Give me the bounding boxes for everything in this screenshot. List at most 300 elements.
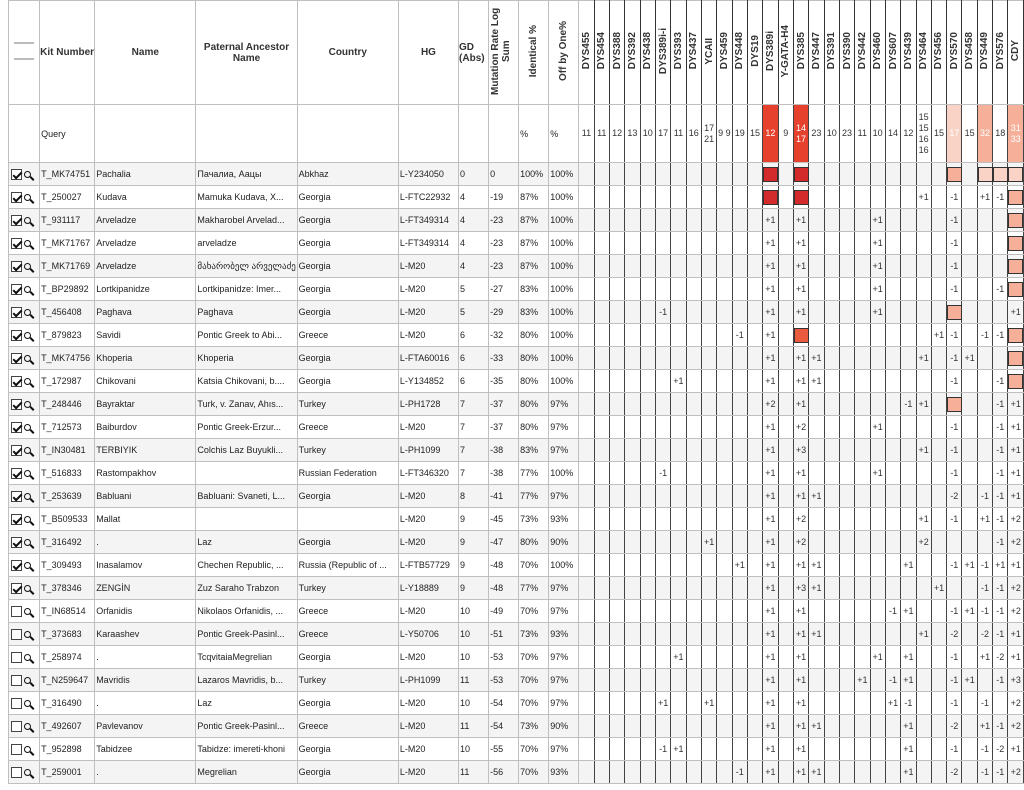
magnifier-icon[interactable]: [24, 539, 31, 546]
table-row[interactable]: [9, 485, 1024, 508]
marker-diff: [671, 347, 686, 370]
marker-header-dys576[interactable]: [993, 1, 1008, 105]
marker-diff: [732, 347, 747, 370]
magnifier-icon[interactable]: [24, 263, 31, 270]
marker-diff: +1: [916, 186, 931, 209]
query-off: %: [549, 105, 579, 163]
off-by-one-percent: 97%: [549, 692, 579, 715]
marker-diff: [732, 600, 747, 623]
marker-diff: [778, 186, 793, 209]
marker-header-dys455[interactable]: [579, 1, 594, 105]
marker-diff: [609, 255, 624, 278]
kit-number[interactable]: T_MK74756: [40, 347, 95, 370]
row-checkbox[interactable]: [11, 721, 22, 732]
marker-diff: [579, 600, 594, 623]
kit-number[interactable]: T_879823: [40, 324, 95, 347]
magnifier-icon[interactable]: [24, 677, 31, 684]
magnifier-icon[interactable]: [24, 654, 31, 661]
marker-header-dys393[interactable]: [671, 1, 686, 105]
marker-diff: +1: [763, 554, 778, 577]
marker-diff: [809, 186, 824, 209]
mutation-rate-header[interactable]: [489, 1, 519, 105]
marker-diff: [747, 278, 762, 301]
row-checkbox[interactable]: [11, 376, 22, 387]
identical-percent: 70%: [519, 554, 549, 577]
marker-diff: -1: [977, 324, 992, 347]
marker-label: DYS393: [672, 32, 684, 70]
identical-header[interactable]: [519, 1, 549, 105]
marker-diff: [824, 485, 839, 508]
query-marker-value: 11: [671, 105, 686, 163]
magnifier-icon[interactable]: [24, 401, 31, 408]
magnifier-icon[interactable]: [24, 309, 31, 316]
marker-header-dys438[interactable]: [640, 1, 655, 105]
row-checkbox[interactable]: [11, 606, 22, 617]
row-checkbox[interactable]: [11, 491, 22, 502]
table-row[interactable]: [9, 669, 1024, 692]
table-row[interactable]: [9, 577, 1024, 600]
marker-header-dys570[interactable]: [947, 1, 962, 105]
marker-diff: [717, 531, 732, 554]
marker-diff: [640, 554, 655, 577]
kit-number[interactable]: T_MK71769: [40, 255, 95, 278]
country: Greece: [297, 416, 398, 439]
row-checkbox[interactable]: [11, 422, 22, 433]
table-row[interactable]: [9, 600, 1024, 623]
table-row[interactable]: [9, 508, 1024, 531]
marker-header-dys447[interactable]: [809, 1, 824, 105]
row-checkbox[interactable]: [11, 767, 22, 778]
ancestor-header[interactable]: Paternal Ancestor Name: [196, 1, 297, 105]
table-row[interactable]: [9, 715, 1024, 738]
marker-diff: [809, 646, 824, 669]
highlight-box: [1008, 190, 1023, 205]
table-row[interactable]: [9, 646, 1024, 669]
marker-diff: [747, 370, 762, 393]
marker-diff: [609, 669, 624, 692]
marker-label: DYS392: [626, 32, 638, 70]
marker-header-dys439[interactable]: [901, 1, 916, 105]
kit-number[interactable]: T_378346: [40, 577, 95, 600]
marker-diff: -1: [947, 186, 962, 209]
member-name: ZENGİN: [95, 577, 196, 600]
magnifier-icon[interactable]: [24, 286, 31, 293]
marker-header-dys19[interactable]: [747, 1, 762, 105]
marker-header-dys392[interactable]: [625, 1, 640, 105]
row-checkbox[interactable]: [11, 307, 22, 318]
genetic-distance: 0: [459, 163, 489, 186]
table-row[interactable]: [9, 370, 1024, 393]
kit-number[interactable]: T_373683: [40, 623, 95, 646]
marker-diff: [625, 554, 640, 577]
marker-diff: [778, 347, 793, 370]
marker-diff: [747, 255, 762, 278]
member-name: .: [95, 646, 196, 669]
marker-header-cdy[interactable]: [1008, 1, 1024, 105]
magnifier-icon[interactable]: [24, 700, 31, 707]
marker-diff: [686, 738, 701, 761]
query-marker-value: 15: [747, 105, 762, 163]
table-row[interactable]: [9, 255, 1024, 278]
marker-label: DYS388: [611, 32, 623, 70]
marker-diff: [625, 347, 640, 370]
kit-number[interactable]: T_B509533: [40, 508, 95, 531]
marker-diff: -1: [947, 255, 962, 278]
marker-diff: +1: [1008, 554, 1024, 577]
marker-diff: -1: [885, 669, 900, 692]
marker-diff: [747, 439, 762, 462]
row-checkbox[interactable]: [11, 629, 22, 640]
kit-number-header[interactable]: Kit Number: [40, 1, 95, 105]
query-marker-value: 15 15 16 16: [916, 105, 931, 163]
select-all-header[interactable]: [9, 1, 40, 105]
marker-label: DYS391: [826, 32, 838, 70]
marker-diff: +1: [763, 531, 778, 554]
marker-diff: [885, 485, 900, 508]
marker-diff: [686, 209, 701, 232]
identical-percent: 77%: [519, 462, 549, 485]
row-checkbox[interactable]: [11, 399, 22, 410]
marker-diff: [778, 600, 793, 623]
row-checkbox[interactable]: [11, 560, 22, 571]
marker-diff: [686, 232, 701, 255]
marker-diff: [701, 186, 716, 209]
marker-diff: +1: [793, 646, 808, 669]
row-checkbox[interactable]: [11, 537, 22, 548]
table-row[interactable]: [9, 278, 1024, 301]
kit-number[interactable]: T_316492: [40, 531, 95, 554]
magnifier-icon[interactable]: [24, 194, 31, 201]
marker-diff: [870, 600, 885, 623]
magnifier-icon[interactable]: [24, 562, 31, 569]
row-checkbox[interactable]: [11, 468, 22, 479]
magnifier-icon[interactable]: [24, 355, 31, 362]
row-checkbox[interactable]: [11, 652, 22, 663]
marker-header-dys442[interactable]: [855, 1, 870, 105]
row-checkbox[interactable]: [11, 330, 22, 341]
marker-header-dys389i-i[interactable]: [655, 1, 670, 105]
row-checkbox[interactable]: [11, 514, 22, 525]
row-checkbox[interactable]: [11, 353, 22, 364]
magnifier-icon[interactable]: [24, 217, 31, 224]
marker-label: DYS464: [918, 32, 930, 70]
haplogroup: L-M20: [398, 324, 458, 347]
table-row[interactable]: [9, 761, 1024, 784]
highlight-box: [794, 190, 809, 205]
marker-diff: [977, 209, 992, 232]
marker-diff: [732, 623, 747, 646]
country-header[interactable]: Country: [297, 1, 398, 105]
identical-percent: 77%: [519, 485, 549, 508]
marker-diff: [947, 301, 962, 324]
paternal-ancestor: Turk, v. Zanav, Ahıs...: [196, 393, 297, 416]
name-header[interactable]: Name: [95, 1, 196, 105]
query-marker-value: 32: [977, 105, 992, 163]
kit-number[interactable]: T_253639: [40, 485, 95, 508]
kit-number[interactable]: T_712573: [40, 416, 95, 439]
marker-diff: [640, 692, 655, 715]
magnifier-icon[interactable]: [24, 746, 31, 753]
mutation-log-sum: -41: [489, 485, 519, 508]
marker-header-dys459[interactable]: [717, 1, 732, 105]
magnifier-icon[interactable]: [24, 723, 31, 730]
marker-diff: +1: [916, 347, 931, 370]
row-select-cell: [9, 163, 40, 186]
marker-header-dys464[interactable]: [916, 1, 931, 105]
query-marker-value: 14: [885, 105, 900, 163]
marker-diff: [594, 761, 609, 784]
magnifier-icon[interactable]: [24, 240, 31, 247]
marker-diff: [962, 393, 977, 416]
marker-diff: [901, 439, 916, 462]
kit-number[interactable]: T_952898: [40, 738, 95, 761]
marker-diff: [916, 600, 931, 623]
marker-diff: [839, 715, 854, 738]
marker-header-ycaii[interactable]: [701, 1, 716, 105]
marker-header-dys454[interactable]: [594, 1, 609, 105]
kit-number[interactable]: T_IN68514: [40, 600, 95, 623]
table-row[interactable]: [9, 347, 1024, 370]
marker-label: DYS447: [810, 32, 822, 70]
marker-diff: [609, 485, 624, 508]
marker-diff: +1: [901, 600, 916, 623]
table-row[interactable]: [9, 692, 1024, 715]
magnifier-icon[interactable]: [24, 332, 31, 339]
table-row[interactable]: [9, 393, 1024, 416]
table-row[interactable]: [9, 301, 1024, 324]
identical-percent: 70%: [519, 646, 549, 669]
magnifier-icon[interactable]: [24, 608, 31, 615]
magnifier-icon[interactable]: [24, 424, 31, 431]
row-checkbox[interactable]: [11, 675, 22, 686]
marker-diff: [717, 577, 732, 600]
kit-number[interactable]: T_492607: [40, 715, 95, 738]
off-by-one-percent: 100%: [549, 324, 579, 347]
row-checkbox[interactable]: [11, 445, 22, 456]
mutation-log-sum: -54: [489, 692, 519, 715]
genetic-distance: 9: [459, 531, 489, 554]
marker-diff: [594, 324, 609, 347]
genetic-distance: 8: [459, 485, 489, 508]
marker-diff: [809, 278, 824, 301]
marker-diff: [686, 416, 701, 439]
marker-diff: +2: [1008, 508, 1024, 531]
row-checkbox[interactable]: [11, 284, 22, 295]
marker-diff: [625, 186, 640, 209]
marker-diff: [855, 600, 870, 623]
kit-number[interactable]: T_259001: [40, 761, 95, 784]
marker-header-y-gata-h4[interactable]: [778, 1, 793, 105]
mutation-rate-label: Mutation Rate Log Sum: [489, 7, 512, 95]
country: Georgia: [297, 738, 398, 761]
kit-number[interactable]: T_248446: [40, 393, 95, 416]
haplogroup: L-M20: [398, 301, 458, 324]
marker-header-dys437[interactable]: [686, 1, 701, 105]
table-row[interactable]: [9, 324, 1024, 347]
marker-diff: [594, 531, 609, 554]
marker-diff: [671, 485, 686, 508]
marker-header-dys449[interactable]: [977, 1, 992, 105]
row-select-cell: [9, 232, 40, 255]
kit-number[interactable]: T_456408: [40, 301, 95, 324]
marker-diff: [839, 577, 854, 600]
marker-diff: [671, 462, 686, 485]
paternal-ancestor: მახარობელ არველაძე: [196, 255, 297, 278]
mutation-log-sum: 0: [489, 163, 519, 186]
haplogroup: L-M20: [398, 278, 458, 301]
marker-label: DYS449: [979, 32, 991, 70]
marker-diff: [885, 347, 900, 370]
hg-header[interactable]: HG: [398, 1, 458, 105]
table-row[interactable]: [9, 232, 1024, 255]
magnifier-icon[interactable]: [24, 585, 31, 592]
kit-number[interactable]: T_MK71767: [40, 232, 95, 255]
table-row[interactable]: [9, 623, 1024, 646]
off-by-one-header[interactable]: [549, 1, 579, 105]
paternal-ancestor: Makharobel Arvelad...: [196, 209, 297, 232]
marker-diff: [824, 554, 839, 577]
kit-number[interactable]: T_250027: [40, 186, 95, 209]
marker-diff: [747, 646, 762, 669]
table-row[interactable]: [9, 186, 1024, 209]
marker-diff: [931, 186, 946, 209]
off-by-one-percent: 90%: [549, 531, 579, 554]
marker-header-dys385[interactable]: [793, 1, 808, 105]
marker-diff: -2: [993, 646, 1008, 669]
kit-number[interactable]: T_172987: [40, 370, 95, 393]
marker-diff: +1: [962, 669, 977, 692]
marker-diff: [778, 416, 793, 439]
marker-diff: [809, 669, 824, 692]
table-row[interactable]: [9, 209, 1024, 232]
identical-percent: 80%: [519, 416, 549, 439]
marker-diff: [870, 347, 885, 370]
row-checkbox[interactable]: [11, 238, 22, 249]
marker-header-dys607[interactable]: [885, 1, 900, 105]
row-checkbox[interactable]: [11, 583, 22, 594]
marker-diff: +3: [793, 439, 808, 462]
member-name: Bayraktar: [95, 393, 196, 416]
marker-diff: +1: [870, 255, 885, 278]
gd-header[interactable]: GD (Abs): [459, 1, 489, 105]
query-name-cell: [95, 105, 196, 163]
haplogroup: L-PH1099: [398, 669, 458, 692]
row-checkbox[interactable]: [11, 698, 22, 709]
marker-diff: [839, 623, 854, 646]
table-row[interactable]: [9, 416, 1024, 439]
marker-header-dys448[interactable]: [732, 1, 747, 105]
identical-percent: 87%: [519, 186, 549, 209]
kit-number[interactable]: T_931117: [40, 209, 95, 232]
marker-header-dys456[interactable]: [931, 1, 946, 105]
query-marker-value: 9: [778, 105, 793, 163]
magnifier-icon[interactable]: [24, 447, 31, 454]
marker-header-dys389i[interactable]: [763, 1, 778, 105]
table-row[interactable]: [9, 439, 1024, 462]
marker-diff: [579, 692, 594, 715]
query-row: [9, 105, 1024, 163]
marker-diff: [609, 738, 624, 761]
marker-diff: [686, 301, 701, 324]
marker-diff: [747, 232, 762, 255]
marker-header-dys458[interactable]: [962, 1, 977, 105]
magnifier-icon[interactable]: [24, 470, 31, 477]
kit-number[interactable]: T_MK74751: [40, 163, 95, 186]
row-checkbox[interactable]: [11, 169, 22, 180]
country: Georgia: [297, 301, 398, 324]
marker-header-dys391[interactable]: [824, 1, 839, 105]
off-by-one-percent: 97%: [549, 600, 579, 623]
marker-diff: [839, 738, 854, 761]
magnifier-icon[interactable]: [24, 493, 31, 500]
marker-diff: +1: [1008, 301, 1024, 324]
magnifier-icon[interactable]: [24, 769, 31, 776]
magnifier-icon[interactable]: [24, 516, 31, 523]
magnifier-icon[interactable]: [24, 171, 31, 178]
row-checkbox[interactable]: [11, 744, 22, 755]
kit-number[interactable]: T_N259647: [40, 669, 95, 692]
kit-number[interactable]: T_BP29892: [40, 278, 95, 301]
marker-diff: +1: [763, 462, 778, 485]
magnifier-icon[interactable]: [24, 378, 31, 385]
kit-number[interactable]: T_309493: [40, 554, 95, 577]
marker-diff: [962, 416, 977, 439]
marker-diff: [747, 623, 762, 646]
marker-diff: [916, 255, 931, 278]
table-row[interactable]: [9, 554, 1024, 577]
marker-diff: [809, 692, 824, 715]
query-marker-value: 17 21: [701, 105, 716, 163]
marker-header-dys390[interactable]: [839, 1, 854, 105]
row-checkbox[interactable]: [11, 192, 22, 203]
marker-diff: [609, 508, 624, 531]
marker-diff: [931, 370, 946, 393]
marker-diff: +1: [901, 738, 916, 761]
paternal-ancestor: Пачалиа, Аацы: [196, 163, 297, 186]
marker-diff: [640, 600, 655, 623]
kit-number[interactable]: T_316490: [40, 692, 95, 715]
row-checkbox[interactable]: [11, 261, 22, 272]
table-row[interactable]: [9, 531, 1024, 554]
kit-number[interactable]: T_258974: [40, 646, 95, 669]
marker-diff: [1008, 347, 1024, 370]
table-row[interactable]: [9, 462, 1024, 485]
row-checkbox[interactable]: [11, 215, 22, 226]
marker-diff: [625, 715, 640, 738]
marker-header-dys460[interactable]: [870, 1, 885, 105]
marker-diff: [778, 623, 793, 646]
kit-number[interactable]: T_IN30481: [40, 439, 95, 462]
marker-header-dys388[interactable]: [609, 1, 624, 105]
kit-number[interactable]: T_516833: [40, 462, 95, 485]
identical-percent: 87%: [519, 255, 549, 278]
table-row[interactable]: [9, 738, 1024, 761]
marker-diff: [686, 508, 701, 531]
marker-diff: [655, 508, 670, 531]
marker-diff: [778, 577, 793, 600]
marker-diff: [855, 255, 870, 278]
magnifier-icon[interactable]: [24, 631, 31, 638]
marker-diff: [655, 209, 670, 232]
member-name: Mavridis: [95, 669, 196, 692]
marker-diff: +1: [962, 554, 977, 577]
paternal-ancestor: Mamuka Kudava, X...: [196, 186, 297, 209]
table-row[interactable]: [9, 163, 1024, 186]
query-ancestor-cell: [196, 105, 297, 163]
genetic-distance: 11: [459, 669, 489, 692]
marker-diff: -1: [993, 669, 1008, 692]
marker-diff: [778, 715, 793, 738]
